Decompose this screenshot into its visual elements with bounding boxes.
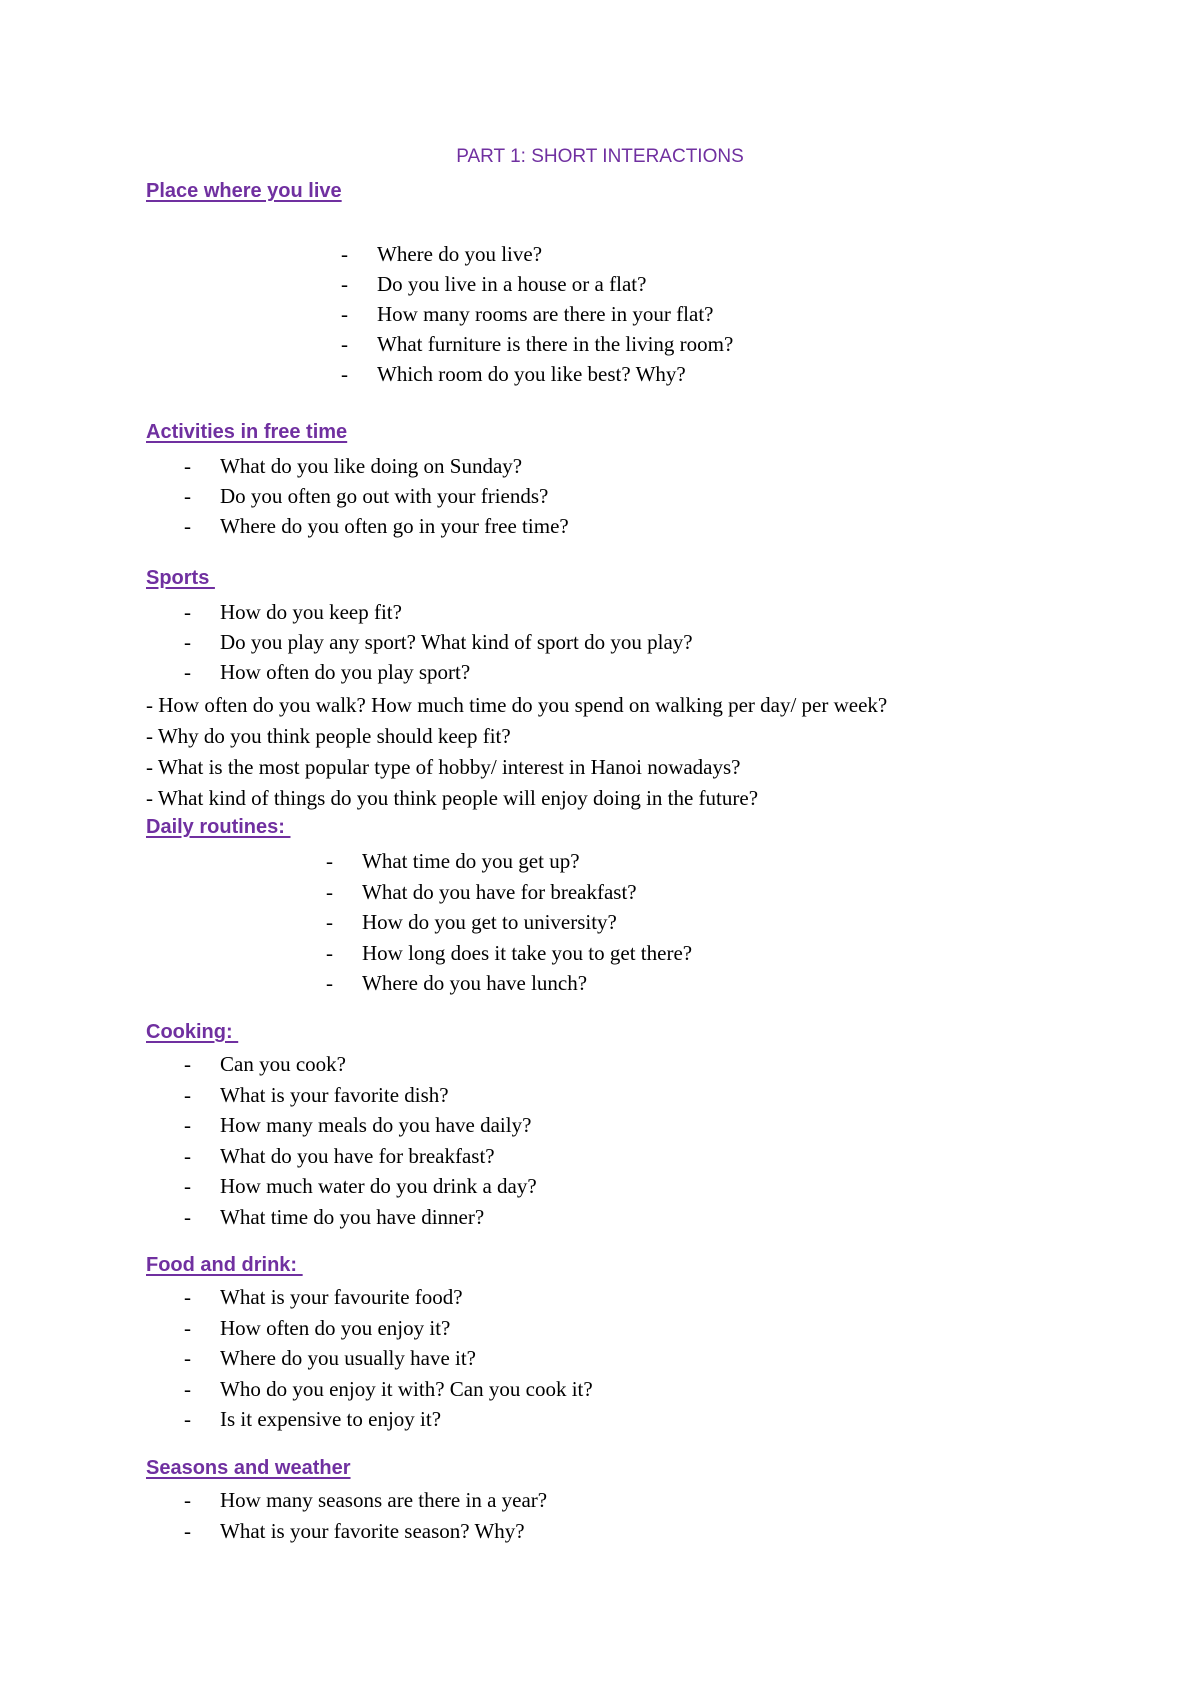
page-title: PART 1: SHORT INTERACTIONS bbox=[456, 146, 744, 167]
sports-extra-question: - How often do you walk? How much time do you spend on walking per day/ per week? bbox=[146, 693, 888, 717]
list-item: - Do you play any sport? What kind of sport do you play? bbox=[184, 627, 693, 657]
list-item: - Where do you often go in your free time? bbox=[184, 511, 569, 541]
list-item: - What is your favorite dish? bbox=[184, 1080, 537, 1111]
list-item: - How many seasons are there in a year? bbox=[184, 1485, 547, 1516]
heading-cooking: Cooking: bbox=[146, 1021, 239, 1043]
list-item: - What do you like doing on Sunday? bbox=[184, 451, 569, 481]
list-sports bbox=[184, 597, 693, 687]
list-item: - How much water do you drink a day? bbox=[184, 1171, 537, 1202]
heading-place-where-you-live: Place where you live bbox=[146, 180, 342, 202]
list-item: - How do you get to university? bbox=[326, 907, 692, 938]
list-item: - Where do you have lunch? bbox=[326, 968, 692, 999]
list-seasons-and-weather bbox=[184, 1485, 547, 1546]
list-item: - How many meals do you have daily? bbox=[184, 1110, 537, 1141]
list-item: - Which room do you like best? Why? bbox=[341, 359, 733, 389]
list-item: - Do you often go out with your friends? bbox=[184, 481, 569, 511]
list-item: - Can you cook? bbox=[184, 1049, 537, 1080]
list-item: - How many rooms are there in your flat? bbox=[341, 299, 733, 329]
list-cooking bbox=[184, 1049, 537, 1232]
list-item: - Where do you live? bbox=[341, 239, 733, 269]
list-item: - Is it expensive to enjoy it? bbox=[184, 1404, 593, 1435]
heading-food-and-drink: Food and drink: bbox=[146, 1254, 303, 1276]
heading-sports: Sports bbox=[146, 567, 215, 589]
list-item: - What time do you get up? bbox=[326, 846, 692, 877]
list-item: - Where do you usually have it? bbox=[184, 1343, 593, 1374]
heading-daily-routines: Daily routines: bbox=[146, 816, 291, 838]
list-item: - What do you have for breakfast? bbox=[326, 877, 692, 908]
heading-seasons-and-weather: Seasons and weather bbox=[146, 1457, 351, 1479]
sports-extra-question: - What kind of things do you think people will enjoy doing in the future? bbox=[146, 786, 759, 810]
sports-extra-question: - Why do you think people should keep fit? bbox=[146, 724, 511, 748]
list-item: - How do you keep fit? bbox=[184, 597, 693, 627]
list-food-and-drink bbox=[184, 1282, 593, 1435]
list-item: - What is your favorite season? Why? bbox=[184, 1516, 547, 1547]
list-item: - How long does it take you to get there? bbox=[326, 938, 692, 969]
list-item: - How often do you play sport? bbox=[184, 657, 693, 687]
list-item: - Who do you enjoy it with? Can you cook it? bbox=[184, 1374, 593, 1405]
list-item: - How often do you enjoy it? bbox=[184, 1313, 593, 1344]
list-daily-routines bbox=[326, 846, 692, 999]
list-item: - What do you have for breakfast? bbox=[184, 1141, 537, 1172]
list-item: - What is your favourite food? bbox=[184, 1282, 593, 1313]
list-place-where-you-live bbox=[341, 239, 733, 389]
list-activities-in-free-time bbox=[184, 451, 569, 541]
list-item: - What time do you have dinner? bbox=[184, 1202, 537, 1233]
heading-activities-in-free-time: Activities in free time bbox=[146, 421, 348, 443]
sports-extra-question: - What is the most popular type of hobby/ interest in Hanoi nowadays? bbox=[146, 755, 741, 779]
list-item: - What furniture is there in the living room? bbox=[341, 329, 733, 359]
list-item: - Do you live in a house or a flat? bbox=[341, 269, 733, 299]
